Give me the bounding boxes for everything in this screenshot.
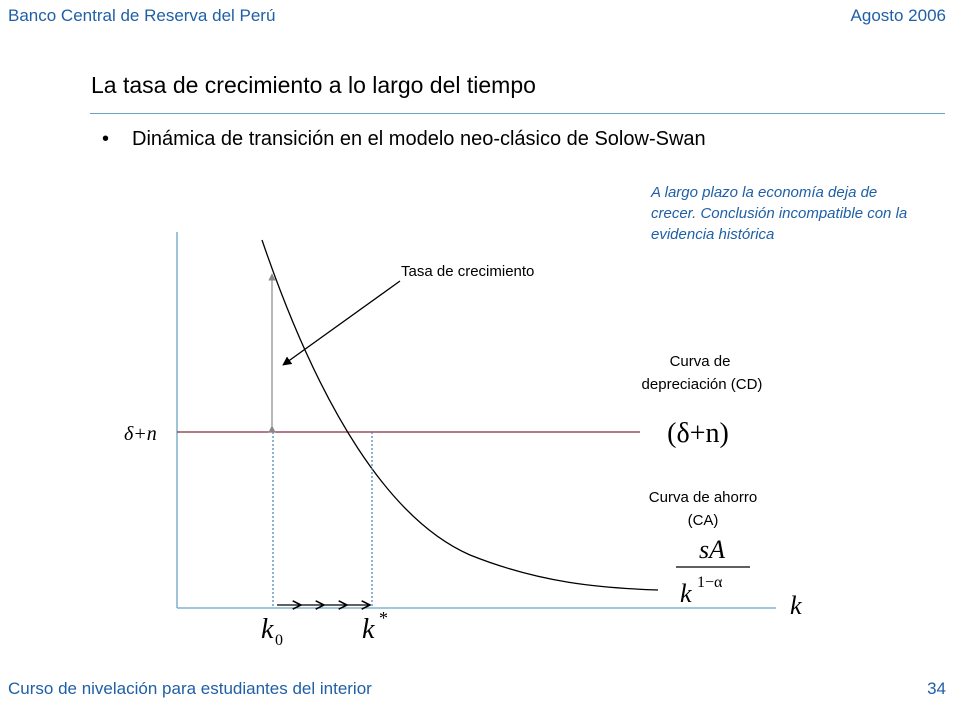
growth-label-pointer: [283, 281, 400, 365]
k0-subscript: 0: [275, 632, 283, 649]
kstar-label: k: [362, 614, 375, 645]
page-number: 34: [927, 679, 946, 698]
bullet-text: Dinámica de transición en el modelo neo-clásico de Solow-Swan: [132, 128, 706, 150]
kstar-superscript: *: [379, 608, 388, 628]
y-axis-value-label: δ+n: [124, 423, 157, 445]
header-date: Agosto 2006: [850, 6, 946, 25]
k0-label: k: [261, 614, 274, 645]
footer-course: Curso de nivelación para estudiantes del interior: [8, 679, 372, 698]
savings-formula-numerator: sA: [699, 535, 725, 564]
x-axis-label: k: [790, 591, 802, 620]
bullet-icon: •: [102, 128, 110, 150]
depreciation-formula: (δ+n): [667, 418, 729, 449]
savings-formula-exponent: 1−α: [697, 574, 723, 591]
depreciation-curve-label-line1: Curva de: [669, 353, 731, 370]
savings-curve: [262, 240, 658, 590]
depreciation-curve-label-line2: depreciación (CD): [641, 376, 763, 393]
growth-rate-label: Tasa de crecimiento: [401, 263, 535, 280]
savings-curve-label-line2: (CA): [687, 512, 719, 529]
page-title: La tasa de crecimiento a lo largo del tiempo: [91, 72, 536, 98]
conclusion-note: A largo plazo la economía deja de crecer. Conclusión incompatible con la evidencia histórica: [651, 184, 908, 243]
header-institution: Banco Central de Reserva del Perú: [8, 6, 276, 25]
savings-formula-denominator: k: [680, 579, 692, 608]
savings-curve-label-line1: Curva de ahorro: [648, 489, 758, 506]
